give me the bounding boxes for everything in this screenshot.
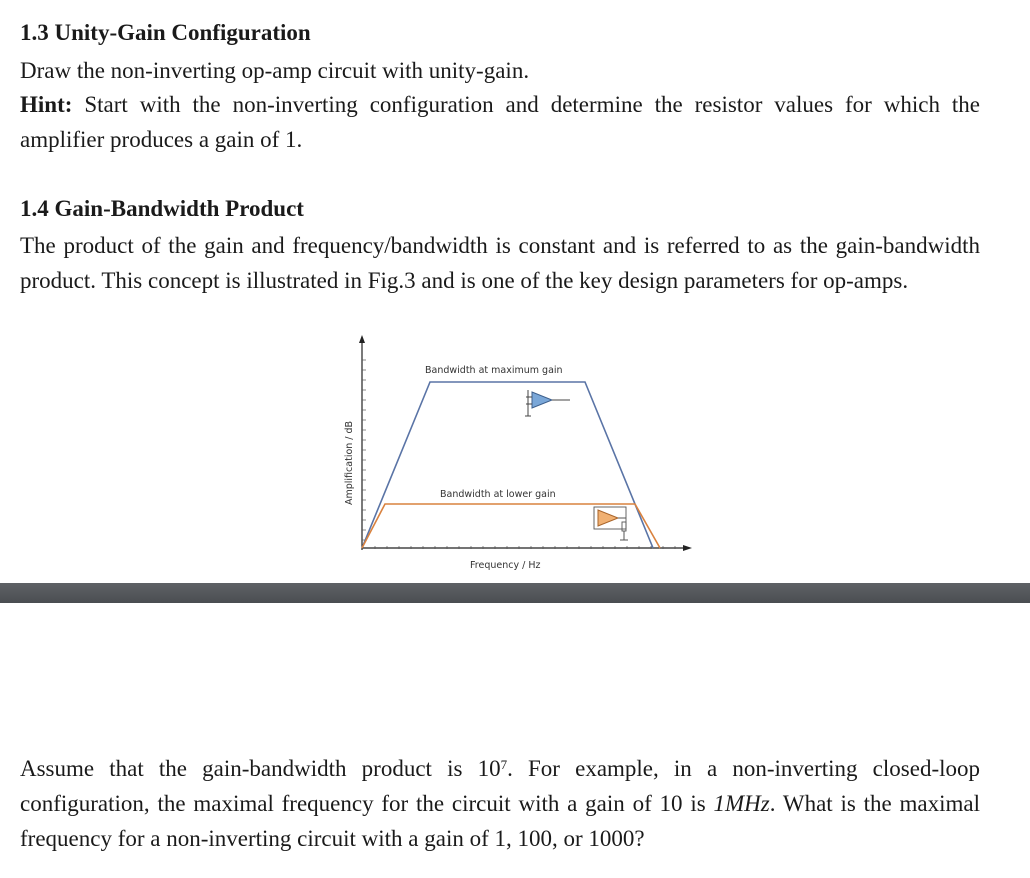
- label-bandwidth-lower-gain: Bandwidth at lower gain: [440, 489, 556, 500]
- y-axis-arrow: [359, 335, 365, 343]
- hint-text: Start with the non-inverting configuration and determine the resistor values for which the amplifier produces a gain of 1.: [20, 92, 980, 152]
- x-axis-label: Frequency / Hz: [470, 560, 541, 571]
- exponent: 7: [500, 757, 508, 772]
- gain-bandwidth-figure: [330, 330, 700, 580]
- x-axis-arrow: [683, 545, 692, 551]
- section-1-3-instruction: Draw the non-inverting op-amp circuit with unity-gain.: [20, 58, 530, 83]
- math-frequency: 1MHz: [713, 791, 770, 816]
- question-part-2: . For example, in a non-inverting closed-loop configuration, the maximal frequency for the circuit with a gain of 10 is: [20, 756, 980, 816]
- label-bandwidth-max-gain: Bandwidth at maximum gain: [425, 365, 563, 376]
- y-axis-label: Amplification / dB: [344, 420, 355, 505]
- question-part-1: Assume that the gain-bandwidth product is 10: [20, 756, 501, 781]
- page-divider-bar: [0, 583, 1030, 603]
- gbw-question: [20, 751, 980, 856]
- section-1-4-body: The product of the gain and frequency/bandwidth is constant and is referred to as the gain-bandwidth product. This concept is illustrated in Fig.3 and is one of the key design parameters for op-amps.: [20, 233, 980, 293]
- section-1-4-heading: 1.4 Gain-Bandwidth Product: [20, 196, 304, 221]
- question-part-3: . What is the maximal frequency for a non-inverting circuit with a gain of 1, 100, or 1000?: [20, 791, 980, 851]
- hint-label: Hint:: [20, 92, 73, 117]
- max-gain-curve: [362, 382, 653, 548]
- section-1-3-heading: 1.3 Unity-Gain Configuration: [20, 20, 311, 45]
- op-amp-follower-icon: [525, 390, 570, 416]
- lower-gain-curve: [362, 504, 660, 548]
- op-amp-feedback-icon: [594, 507, 628, 540]
- y-axis-ticks: [362, 360, 366, 540]
- section-1-3-hint: [20, 87, 980, 157]
